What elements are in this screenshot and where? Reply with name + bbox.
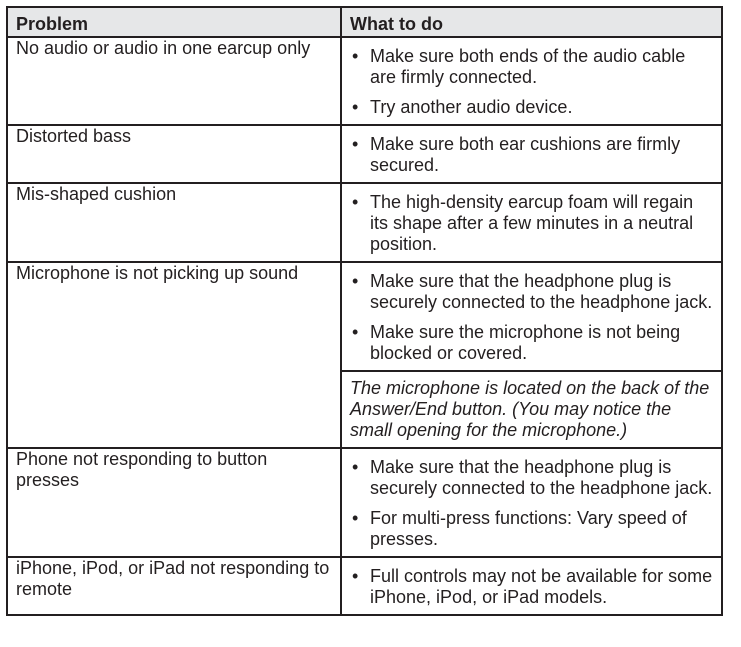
action-list [350, 184, 713, 255]
table-body [7, 37, 722, 615]
table-row [7, 37, 722, 125]
bullet-icon: • [352, 97, 359, 117]
action-item [350, 499, 713, 550]
bullet-icon: • [352, 322, 359, 342]
problem-cell: No audio or audio in one earcup only [7, 37, 341, 125]
action-cell [341, 183, 722, 262]
table-row [7, 262, 722, 448]
bullet-icon: • [352, 46, 359, 66]
action-text: Try another audio device. [370, 97, 573, 117]
bullet-icon: • [352, 508, 359, 528]
action-text: For multi-press functions: Vary speed of presses. [370, 508, 687, 549]
bullet-icon: • [352, 192, 359, 212]
action-item [350, 88, 713, 118]
action-text: Make sure the microphone is not being blocked or covered. [370, 322, 681, 363]
table-row [7, 183, 722, 262]
action-text: Make sure that the headphone plug is securely connected to the headphone jack. [370, 271, 713, 312]
bullet-icon: • [352, 457, 359, 477]
action-cell [341, 557, 722, 615]
action-list [350, 558, 713, 608]
note-text: The microphone is located on the back of the Answer/End button. (You may notice the small opening for the microphone.) [342, 370, 721, 441]
table-row [7, 557, 722, 615]
action-cell [341, 37, 722, 125]
bullet-icon: • [352, 134, 359, 154]
action-list [350, 38, 713, 118]
problem-cell: iPhone, iPod, or iPad not responding to remote [7, 557, 341, 615]
bullet-icon: • [352, 566, 359, 586]
table-row [7, 125, 722, 183]
action-list [350, 449, 713, 550]
action-cell [341, 125, 722, 183]
problem-cell: Distorted bass [7, 125, 341, 183]
action-text: Make sure that the headphone plug is securely connected to the headphone jack. [370, 457, 713, 498]
problem-cell: Phone not responding to button presses [7, 448, 341, 557]
action-list [350, 126, 713, 176]
troubleshooting-table [6, 6, 723, 616]
problem-cell: Mis-shaped cushion [7, 183, 341, 262]
what-to-do-header: What to do [341, 7, 722, 37]
problem-header: Problem [7, 7, 341, 37]
action-item [350, 184, 713, 255]
action-text: The high-density earcup foam will regain its shape after a few minutes in a neutral position. [370, 192, 694, 254]
action-cell [341, 448, 722, 557]
action-text: Make sure both ends of the audio cable are firmly connected. [370, 46, 686, 87]
action-item [350, 449, 713, 499]
action-item [350, 313, 713, 364]
table-row [7, 448, 722, 557]
problem-cell: Microphone is not picking up sound [7, 262, 341, 448]
action-text: Make sure both ear cushions are firmly secured. [370, 134, 681, 175]
action-item [350, 38, 713, 88]
action-item [350, 558, 713, 608]
header-row [7, 7, 722, 37]
action-cell [341, 262, 722, 448]
action-text: Full controls may not be available for some iPhone, iPod, or iPad models. [370, 566, 713, 607]
bullet-icon: • [352, 271, 359, 291]
action-item [350, 126, 713, 176]
action-list [350, 263, 713, 364]
action-item [350, 263, 713, 313]
